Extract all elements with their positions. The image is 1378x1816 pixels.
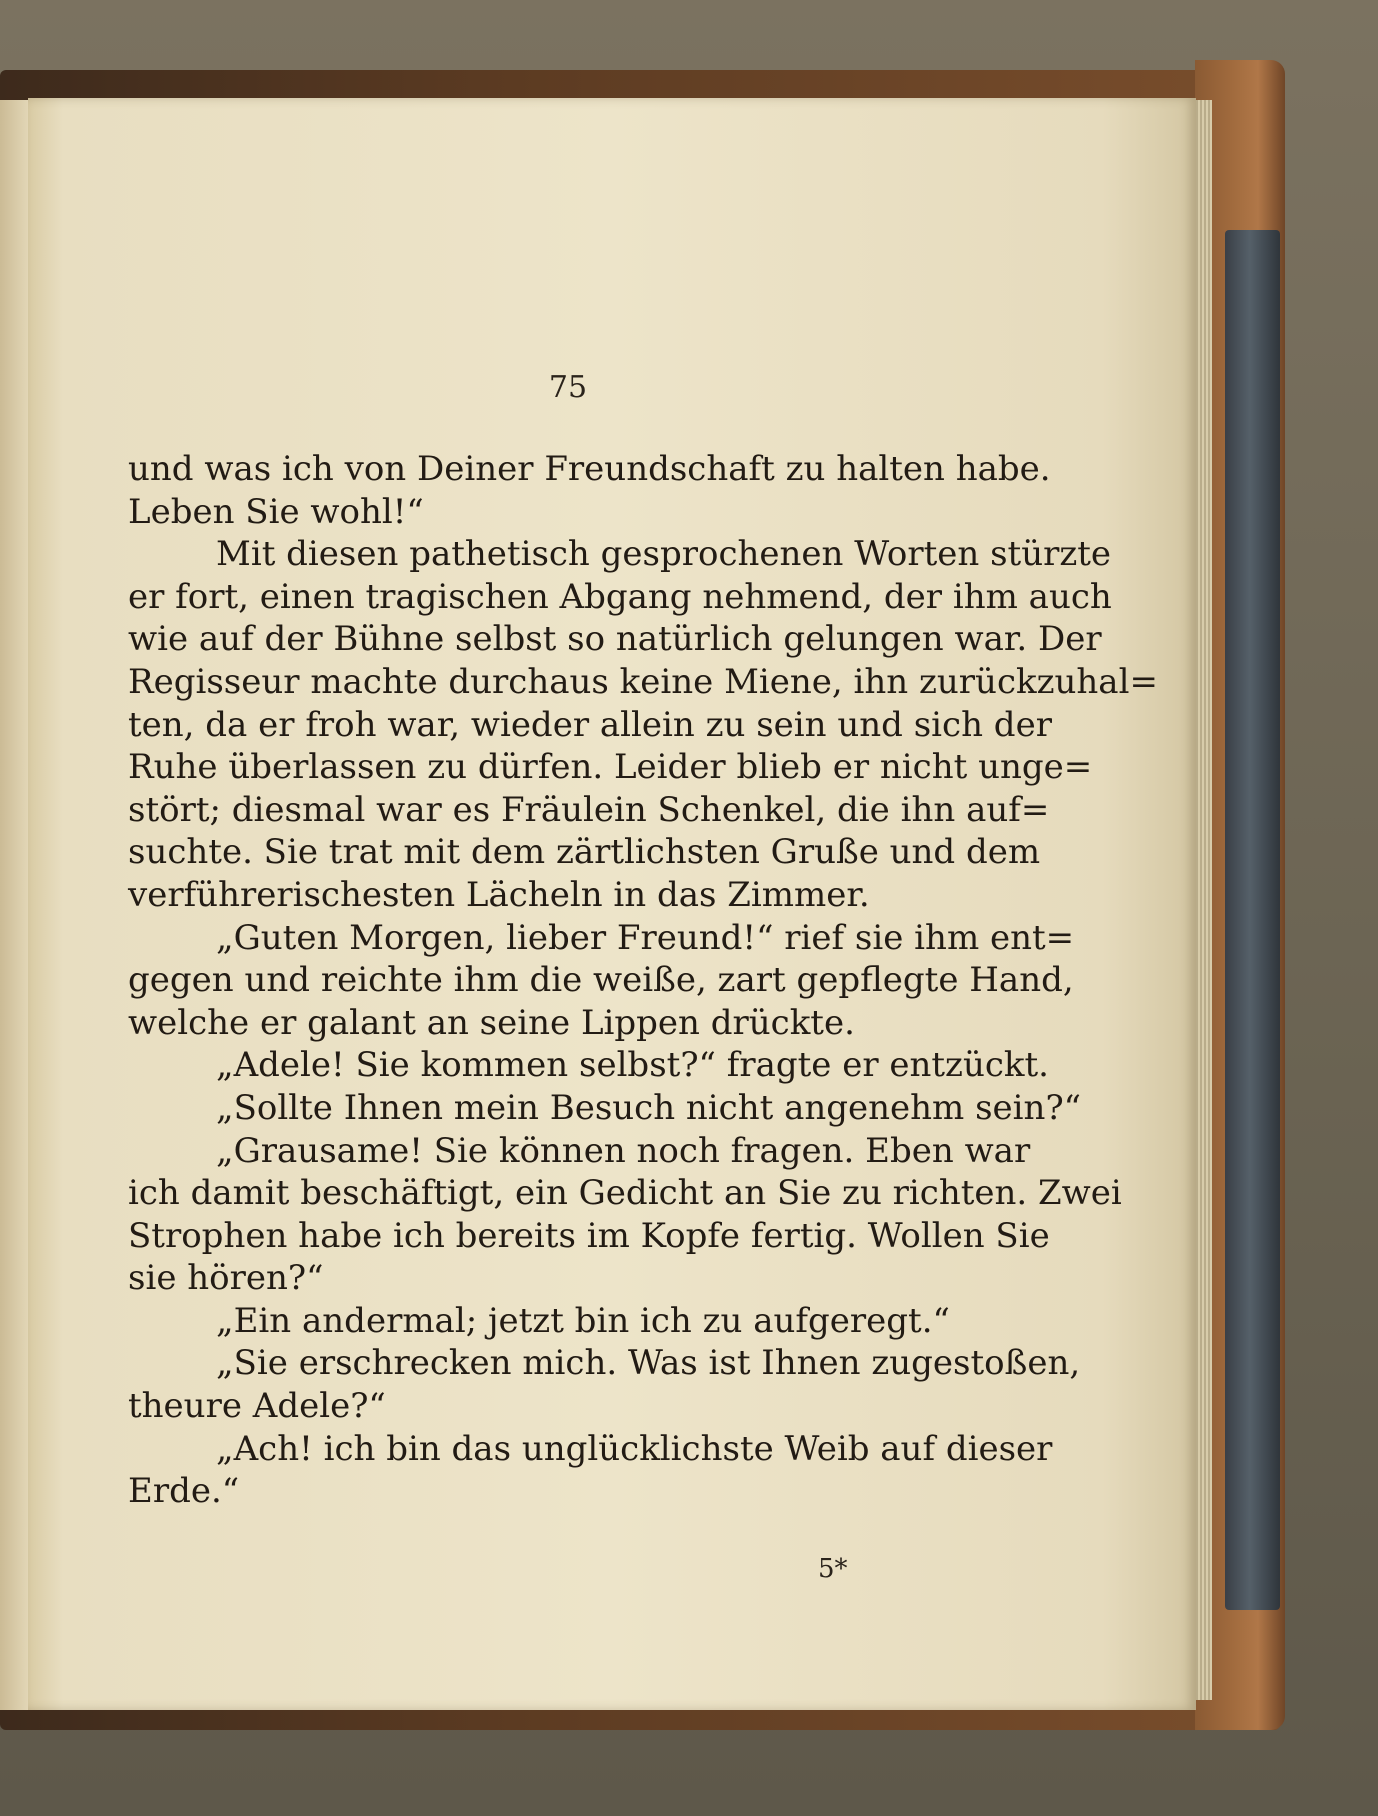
book-spine (1225, 230, 1280, 1610)
text-line: Erde.“ (128, 1471, 240, 1512)
text-line: und was ich von Deiner Freundschaft zu halten habe. (128, 449, 1051, 489)
text-line: ten, da er froh war, wieder allein zu sein und sich der (128, 704, 1052, 745)
text-line: Ruhe überlassen zu dürfen. Leider blieb er nicht unge= (128, 747, 1093, 788)
page-text (128, 448, 1158, 1513)
text-line: „Sie erschrecken mich. Was ist Ihnen zugestoßen, (216, 1343, 1081, 1384)
text-line: stört; diesmal war es Fräulein Schenkel, die ihn auf= (128, 789, 1050, 830)
text-line: Strophen habe ich bereits im Kopfe fertig. Wollen Sie (128, 1215, 1050, 1256)
text-line: ich damit beschäftigt, ein Gedicht an Sie zu richten. Zwei (128, 1173, 1122, 1214)
text-line: „Guten Morgen, lieber Freund!“ rief sie ihm ent= (216, 917, 1075, 958)
text-line: theure Adele?“ (128, 1386, 386, 1427)
text-line: wie auf der Bühne selbst so natürlich gelungen war. Der (128, 619, 1102, 660)
page-number: 75 (548, 370, 588, 405)
previous-page-edge (0, 100, 28, 1710)
signature-mark: 5* (818, 1554, 848, 1584)
text-line: gegen und reichte ihm die weiße, zart gepflegte Hand, (128, 960, 1074, 1001)
text-line: „Ein andermal; jetzt bin ich zu aufgeregt.“ (216, 1300, 950, 1341)
text-line: „Ach! ich bin das unglücklichste Weib auf dieser (216, 1428, 1053, 1469)
text-line: Mit diesen pathetisch gesprochenen Worten stürzte (216, 534, 1112, 575)
text-line: verführerischesten Lächeln in das Zimmer. (128, 874, 870, 915)
text-line: „Grausame! Sie können noch fragen. Eben war (216, 1130, 1031, 1171)
text-line: er fort, einen tragischen Abgang nehmend, der ihm auch (128, 576, 1112, 617)
text-line: „Sollte Ihnen mein Besuch nicht angenehm sein?“ (216, 1087, 1082, 1128)
text-line: welche er galant an seine Lippen drückte. (128, 1002, 855, 1043)
text-line: suchte. Sie trat mit dem zärtlichsten Gruße und dem (128, 832, 1041, 873)
text-line: „Adele! Sie kommen selbst?“ fragte er entzückt. (216, 1045, 1049, 1086)
text-line: Regisseur machte durchaus keine Miene, ihn zurückzuhal= (128, 661, 1158, 702)
text-line: Leben Sie wohl!“ (128, 491, 424, 532)
book-page (28, 98, 1196, 1710)
text-line: sie hören?“ (128, 1258, 324, 1299)
